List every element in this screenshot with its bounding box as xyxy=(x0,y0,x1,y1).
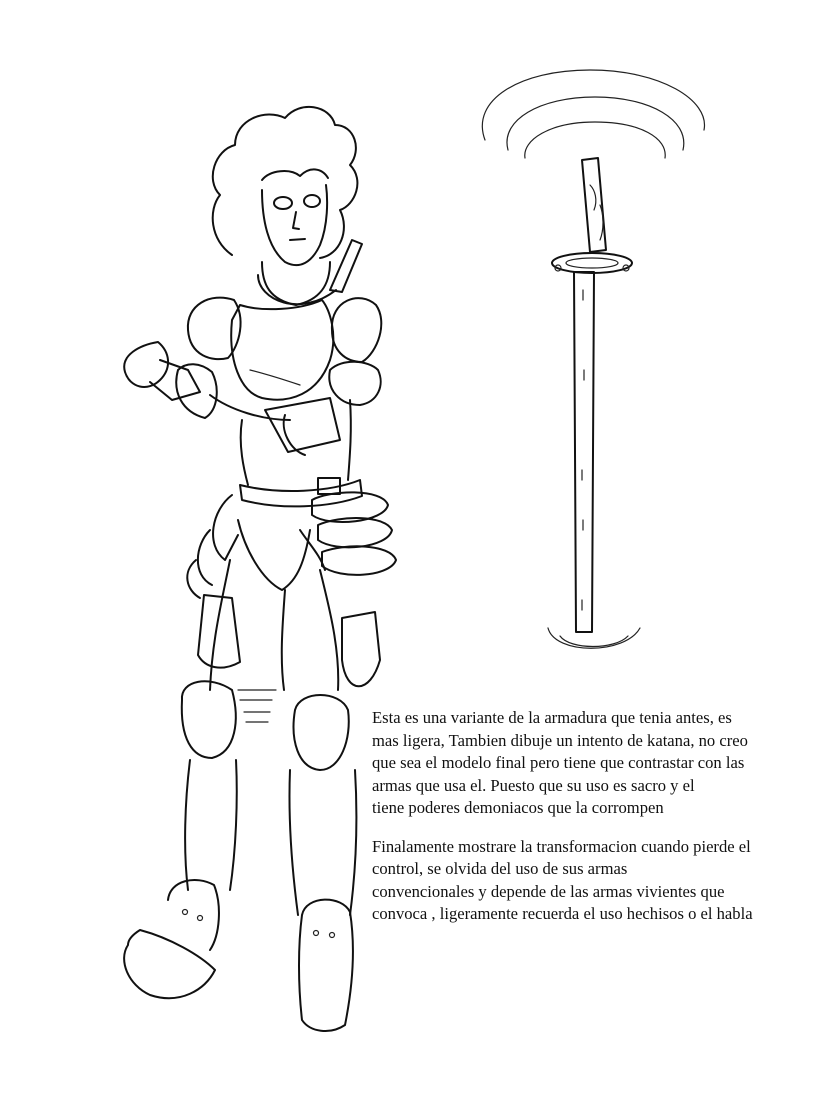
artist-notes xyxy=(372,707,818,926)
notes-paragraph-2: Finalamente mostrare la transformacion cuando pierde el control, se olvida del uso de sus armas convencionales y depende de las armas vivientes que convoca , ligeramente recuerda el uso hechisos o el habla xyxy=(372,836,753,923)
notes-paragraph-1: Esta es una variante de la armadura que tenia antes, es mas ligera, Tambien dibuje un intento de katana, no creo que sea el modelo final pero tiene que contrastar con las armas que usa el. Puesto que su uso es sacro y el tiene poderes demoniacos que la corrompen xyxy=(372,708,748,817)
